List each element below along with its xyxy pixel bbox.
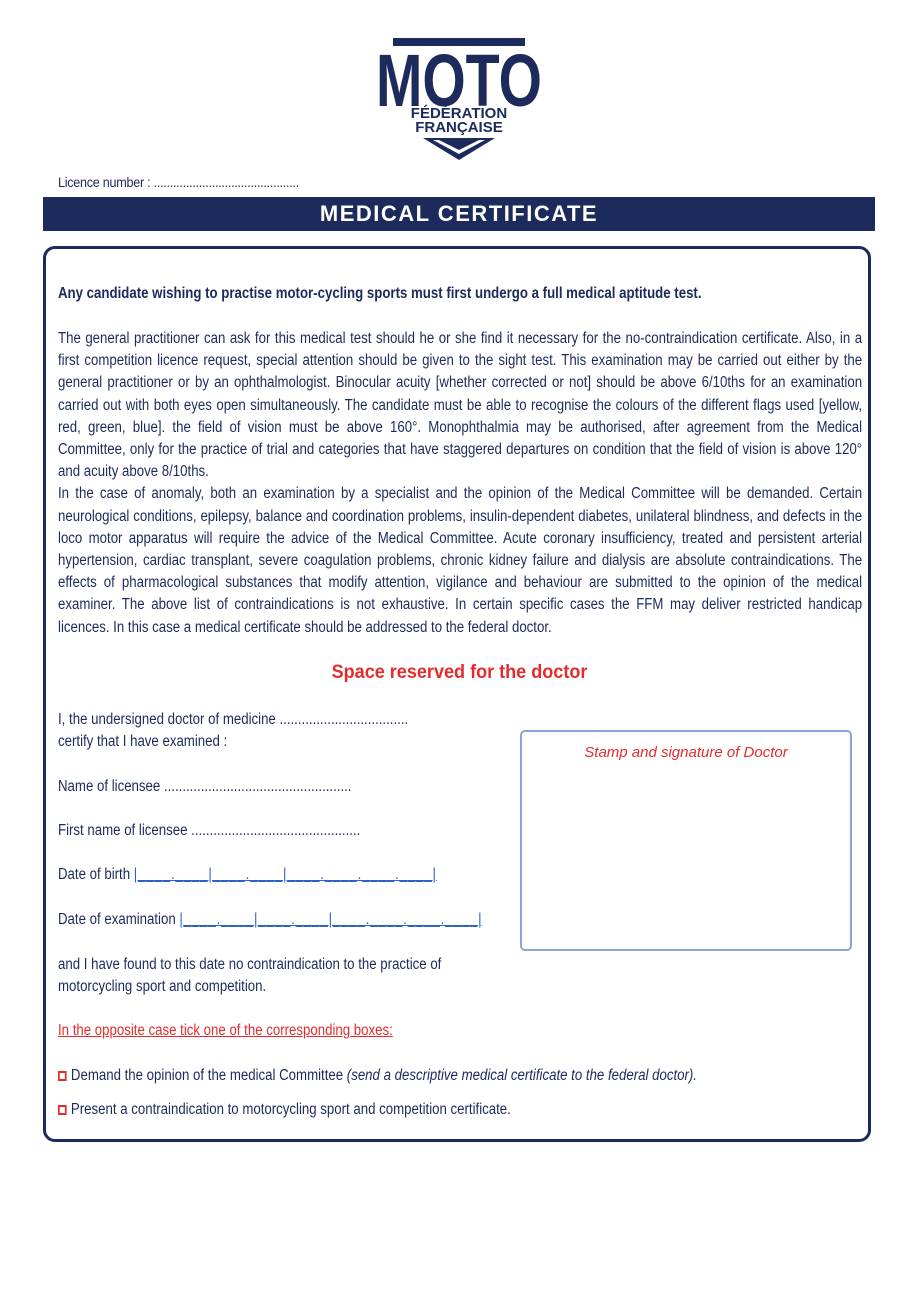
date-of-examination-field[interactable]: |____.____|____.____|____.____.____.____| <box>179 911 483 928</box>
date-of-examination-row <box>58 909 482 931</box>
no-contraindication-statement: and I have found to this date no contraindication to the practice of motorcycling sport and competition. <box>58 956 442 996</box>
licence-number-line[interactable]: Licence number : ............................................. <box>58 174 299 190</box>
requirements-text <box>58 328 862 639</box>
option-contraindication-row <box>58 1099 511 1121</box>
option-committee-note: (send a descriptive medical certificate to the federal doctor). <box>346 1067 697 1084</box>
date-of-birth-row <box>58 864 437 886</box>
logo-line2: FRANÇAISE <box>415 119 503 136</box>
intro-statement: Any candidate wishing to practise motor-cycling sports must first undergo a full medical aptitude test. <box>58 285 702 302</box>
title-bar <box>43 197 875 231</box>
licensee-first-name-line[interactable]: First name of licensee .............................................. <box>58 822 361 839</box>
date-of-birth-field[interactable]: |____.____|____.____|____.____.____.____| <box>133 866 437 883</box>
date-of-birth-label: Date of birth <box>58 866 131 883</box>
paragraph-sight-test: The general practitioner can ask for this medical test should he or she find it necessary for the no-contraindication certificate. Also, in a first competition licence request, special attention should be given to the sight test. This examination may be carried out either by the general practitioner or by an ophthalmologist. Binocular acuity [whether corrected or not] should be above 6/10ths for an examination carried out with both eyes open simultaneously. The candidate must be able to recognise the colours of the different flags used [yellow, red, green, blue]. the field of vision must be above 160°. Monophthalmia may be authorised, after agreement from the Medical Committee, only for the practice of trial and categories that have staggered departures on condition that the field of vision is above 120° and acuity above 8/10ths. <box>58 330 863 481</box>
option-committee-row <box>58 1065 697 1087</box>
contraindication-checkbox[interactable] <box>58 1105 67 1115</box>
stamp-signature-box[interactable] <box>520 730 852 951</box>
logo-line1: FÉDÉRATION <box>410 105 508 122</box>
stamp-signature-label: Stamp and signature of Doctor <box>584 744 788 761</box>
undersigned-doctor-line[interactable]: I, the undersigned doctor of medicine ................................... <box>58 711 409 728</box>
paragraph-anomaly: In the case of anomaly, both an examination by a specialist and the opinion of the Medical Committee will be demanded. Certain neurological conditions, epilepsy, balance and coordination problems, insulin-dependent diabetes, unilateral blindness, and defects in the loco motor apparatus will require the advice of the Medical Committee. Acute coronary insufficiency, treated and persistent arterial hypertension, cardiac transplant, severe coagulation problems, chronic kidney failure and dialysis are absolute contraindications. The effects of pharmacological substances that modify attention, vigilance and behaviour are submitted to the opinion of the medical examiner. The above list of contraindications is not exhaustive. In certain specific cases the FFM may deliver restricted handicap licences. In this case a medical certificate should be addressed to the federal doctor. <box>58 485 863 636</box>
date-of-examination-label: Date of examination <box>58 911 176 928</box>
opposite-case-row <box>58 1020 393 1042</box>
document-title: MEDICAL CERTIFICATE <box>319 201 599 226</box>
opposite-case-instruction: In the opposite case tick one of the corresponding boxes: <box>58 1022 393 1039</box>
doctor-section-heading: Space reserved for the doctor <box>331 662 588 683</box>
committee-checkbox[interactable] <box>58 1071 67 1081</box>
option-committee-label: Demand the opinion of the medical Committee <box>70 1067 344 1084</box>
logo-wordmark: MOTO <box>376 39 542 122</box>
licensee-name-line[interactable]: Name of licensee ................................................... <box>58 778 352 795</box>
certify-text: certify that I have examined : <box>58 733 228 750</box>
option-contraindication-label: Present a contraindication to motorcycling sport and competition certificate. <box>70 1101 511 1118</box>
ffm-logo <box>373 36 545 164</box>
